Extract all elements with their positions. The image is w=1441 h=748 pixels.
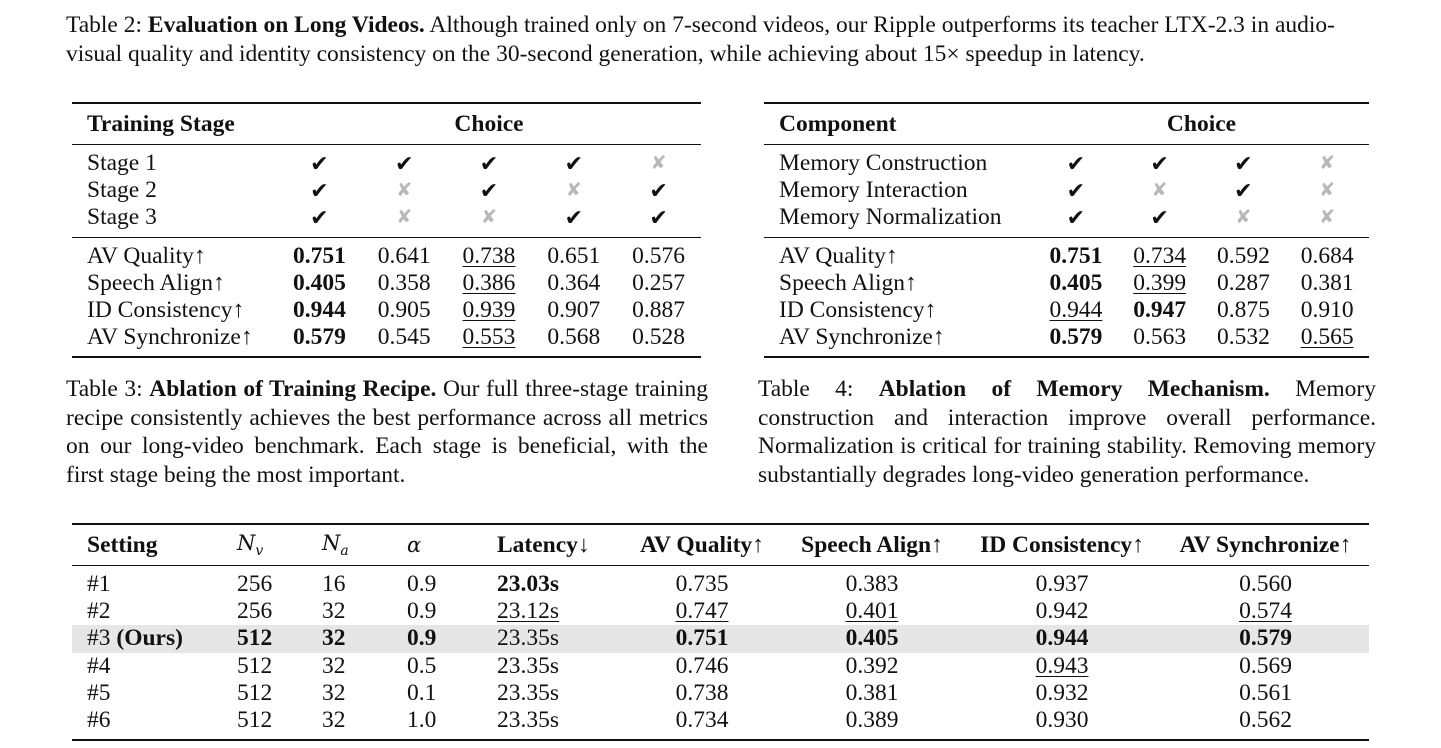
cell-latency <box>497 707 622 740</box>
metric-value-text: 0.875 <box>1216 297 1270 324</box>
setting-row <box>72 566 1369 599</box>
metric-value <box>447 237 532 270</box>
header-component: Component <box>764 103 1034 145</box>
header-av-synchronize: AV Synchronize↑ <box>1162 524 1369 566</box>
metric-value-text: 0.381 <box>1300 269 1354 296</box>
cell-latency <box>497 680 622 707</box>
metric-value-text: 0.905 <box>377 297 431 324</box>
cell-latency <box>497 566 622 599</box>
cell-na <box>322 653 407 680</box>
metric-value-text: 0.651 <box>547 242 601 269</box>
metric-label: AV Synchronize↑ <box>764 324 1034 357</box>
setting-id: #4 <box>87 652 111 679</box>
metric-value <box>1118 270 1202 297</box>
metric-value <box>1202 270 1286 297</box>
metric-value-text: 0.576 <box>632 242 686 269</box>
check-icon: ✔ <box>1202 145 1286 178</box>
header-training-stage: Training Stage <box>72 103 277 145</box>
check-icon: ✔ <box>531 145 616 178</box>
memory-component-choices <box>764 145 1369 238</box>
cell-text: 23.03s <box>497 571 560 598</box>
cell-av-quality <box>622 653 782 680</box>
metric-value <box>616 270 701 297</box>
metric-value-text: 0.947 <box>1133 297 1187 324</box>
metric-label: AV Quality↑ <box>72 237 277 270</box>
metric-value-text: 0.386 <box>462 269 516 296</box>
cell-av-quality <box>622 566 782 599</box>
cell-text: 0.574 <box>1239 598 1292 625</box>
check-icon: ✔ <box>1118 145 1202 178</box>
check-icon: ✔ <box>1234 178 1253 204</box>
cell-text: 0.738 <box>675 679 729 706</box>
cell-id-consistency <box>962 625 1162 652</box>
metric-value-text: 0.399 <box>1133 269 1187 296</box>
cell-text: 256 <box>237 598 273 625</box>
cell-text: 23.35s <box>497 679 560 706</box>
setting-label <box>72 653 237 680</box>
metric-value-text: 0.287 <box>1216 269 1270 296</box>
cell-text: 0.746 <box>675 652 729 679</box>
metric-value <box>362 297 447 324</box>
cell-text: 23.35s <box>497 707 560 734</box>
cross-icon: ✘ <box>481 207 497 229</box>
metric-value-text: 0.939 <box>462 297 516 324</box>
setting-id: #1 <box>87 571 111 598</box>
table2-caption-text: Although trained only on 7-second videos, our Ripple outperforms its teacher LTX-2.3 in audio-visual quality and identity consistency on the 30-second generation, while achieving about 15× speedup in latency. <box>66 12 1336 67</box>
metric-value-text: 0.684 <box>1300 242 1354 269</box>
cell-nv <box>237 680 322 707</box>
cell-id-consistency <box>962 653 1162 680</box>
table4-caption-label: Table 4: <box>758 376 854 402</box>
metric-value <box>1202 324 1286 357</box>
metric-label: AV Synchronize↑ <box>72 324 277 357</box>
cell-id-consistency <box>962 566 1162 599</box>
setting-rows <box>72 566 1369 741</box>
cell-text: 32 <box>322 679 346 706</box>
header-choice: Choice <box>1034 103 1369 145</box>
check-icon: ✔ <box>362 145 447 178</box>
cell-text: 512 <box>237 652 273 679</box>
metric-value <box>447 270 532 297</box>
choice-row <box>72 145 701 178</box>
row-label: Stage 2 <box>87 177 157 204</box>
choice-row <box>764 145 1369 178</box>
header-nv-sub: v <box>255 543 264 560</box>
cell-av-synchronize <box>1162 680 1369 707</box>
cell-text: 256 <box>237 571 273 598</box>
metric-value-text: 0.528 <box>632 324 686 351</box>
cell-id-consistency <box>962 707 1162 740</box>
cell-text: 0.747 <box>675 598 729 625</box>
cell-na <box>322 707 407 740</box>
cell-av-synchronize <box>1162 598 1369 625</box>
cell-speech-align <box>782 598 962 625</box>
cell-na <box>322 680 407 707</box>
metric-value-text: 0.579 <box>1049 324 1103 351</box>
cell-text: 23.35s <box>497 652 560 679</box>
check-icon: ✔ <box>1066 178 1086 204</box>
metric-value-text: 0.641 <box>377 242 431 269</box>
cell-text: 0.937 <box>1035 571 1089 598</box>
setting-label <box>72 707 237 740</box>
cell-speech-align <box>782 566 962 599</box>
metric-value-text: 0.944 <box>1049 297 1103 324</box>
header-nv-base: N <box>237 530 256 555</box>
metric-value-text: 0.545 <box>377 324 431 351</box>
metric-value <box>1118 237 1202 270</box>
cell-text: 32 <box>322 598 346 625</box>
setting-row <box>72 598 1369 625</box>
header-alpha-symbol: α <box>407 532 422 557</box>
metric-value-text: 0.910 <box>1300 297 1354 324</box>
setting-id: #3 <box>87 625 111 652</box>
cross-icon: ✘ <box>1151 180 1168 202</box>
table3-caption-title: Ablation of Training Recipe. <box>149 376 437 402</box>
metric-label: Speech Align↑ <box>779 269 917 296</box>
metric-value <box>277 270 362 297</box>
metric-value <box>1285 237 1369 270</box>
cross-icon: ✘ <box>1319 207 1336 229</box>
metric-row <box>764 270 1369 297</box>
setting-label <box>72 566 237 599</box>
metric-value <box>1285 270 1369 297</box>
header-latency: Latency↓ <box>497 524 622 566</box>
metric-value <box>447 324 532 357</box>
metric-value-text: 0.553 <box>462 324 516 351</box>
cross-icon: ✘ <box>396 207 413 229</box>
cell-na <box>322 625 407 652</box>
cell-speech-align <box>782 653 962 680</box>
row-label: Memory Normalization <box>779 204 1002 231</box>
cell-text: 0.9 <box>407 625 437 652</box>
metric-value-text: 0.751 <box>292 242 346 269</box>
row-label: Stage 3 <box>87 204 157 231</box>
cell-text: 0.734 <box>675 707 729 734</box>
cell-na <box>322 566 407 599</box>
header-na-base: N <box>322 530 341 555</box>
cell-latency <box>497 598 622 625</box>
cross-icon: ✘ <box>396 180 413 202</box>
check-icon: ✔ <box>447 145 532 178</box>
metric-row <box>72 297 701 324</box>
ours-tag: (Ours) <box>116 625 183 652</box>
table4-caption-title: Ablation of Memory Mechanism. <box>878 376 1270 402</box>
cell-text: 0.405 <box>845 625 899 652</box>
cell-text: 0.1 <box>407 679 437 706</box>
metric-value-text: 0.944 <box>292 297 346 324</box>
metric-value <box>616 297 701 324</box>
metric-value-text: 0.579 <box>292 324 346 351</box>
check-icon: ✔ <box>277 145 362 178</box>
header-na-sub: a <box>340 543 349 560</box>
metric-row <box>764 297 1369 324</box>
check-icon: ✔ <box>649 205 668 231</box>
metric-row <box>72 324 701 357</box>
metric-value <box>531 324 616 357</box>
metric-value <box>1118 324 1202 357</box>
table2-caption-title: Evaluation on Long Videos. <box>147 12 425 38</box>
table3-caption-label: Table 3: <box>66 376 143 402</box>
setting-row <box>72 707 1369 740</box>
memory-mechanism-metrics <box>764 237 1369 357</box>
setting-label <box>72 680 237 707</box>
metric-value <box>277 237 362 270</box>
check-icon: ✔ <box>1066 205 1086 231</box>
cell-av-quality <box>622 707 782 740</box>
table4-caption-text: Memory construction and interaction improve overall performance. Normalization is critical for training stability. Removing memory substantially degrades long-video generation performance. <box>758 376 1376 488</box>
setting-row <box>72 680 1369 707</box>
metric-value <box>1118 297 1202 324</box>
cell-id-consistency <box>962 598 1162 625</box>
cell-text: 0.9 <box>407 571 437 598</box>
header-alpha <box>407 524 497 566</box>
row-label: Memory Interaction <box>779 177 968 204</box>
table3-caption <box>66 375 708 489</box>
metric-value-text: 0.358 <box>377 269 431 296</box>
cell-text: 0.5 <box>407 652 437 679</box>
cell-na <box>322 598 407 625</box>
metric-value <box>531 237 616 270</box>
metric-value <box>616 324 701 357</box>
setting-label <box>72 598 237 625</box>
table2-caption-label: Table 2: <box>66 12 143 38</box>
metric-value-text: 0.738 <box>462 242 516 269</box>
cell-alpha <box>407 707 497 740</box>
metric-value <box>1034 270 1118 297</box>
check-icon: ✔ <box>649 178 668 204</box>
cell-speech-align <box>782 680 962 707</box>
setting-row <box>72 625 1369 652</box>
cell-nv <box>237 566 322 599</box>
metric-value-text: 0.405 <box>1049 269 1103 296</box>
metric-value <box>1202 237 1286 270</box>
cell-av-quality <box>622 598 782 625</box>
metric-value <box>531 270 616 297</box>
cell-text: 23.35s <box>497 625 560 652</box>
cell-alpha <box>407 566 497 599</box>
check-icon: ✔ <box>479 178 499 204</box>
table4-caption <box>758 375 1376 489</box>
metric-row <box>72 237 701 270</box>
setting-row <box>72 653 1369 680</box>
cross-icon: ✘ <box>1319 180 1336 202</box>
training-recipe-metrics <box>72 237 701 357</box>
check-icon: ✔ <box>1034 145 1118 178</box>
cell-alpha <box>407 625 497 652</box>
metric-value-text: 0.592 <box>1216 242 1270 269</box>
choice-row <box>72 177 701 204</box>
choice-row <box>72 204 701 237</box>
metric-value <box>1034 297 1118 324</box>
cell-text: 0.9 <box>407 598 437 625</box>
metric-value-text: 0.257 <box>632 269 686 296</box>
training-stage-choices <box>72 145 701 238</box>
memory-mechanism-table <box>764 102 1369 358</box>
cell-text: 0.381 <box>845 679 899 706</box>
metric-value-text: 0.364 <box>547 269 601 296</box>
metric-value <box>1034 324 1118 357</box>
metric-value <box>277 297 362 324</box>
cell-text: 512 <box>237 707 273 734</box>
hyperparameter-setting-table <box>72 523 1369 741</box>
metric-value-text: 0.907 <box>547 297 601 324</box>
metric-value <box>531 297 616 324</box>
choice-row <box>764 177 1369 204</box>
cell-av-quality <box>622 680 782 707</box>
cross-icon: ✘ <box>616 145 701 178</box>
header-av-quality: AV Quality↑ <box>622 524 782 566</box>
metric-value <box>362 237 447 270</box>
metric-value <box>277 324 362 357</box>
metric-value-text: 0.565 <box>1300 324 1354 351</box>
metric-value-text: 0.751 <box>1049 242 1103 269</box>
cell-av-quality <box>622 625 782 652</box>
check-icon: ✔ <box>564 205 583 231</box>
metric-row <box>764 237 1369 270</box>
cell-alpha <box>407 680 497 707</box>
cell-text: 32 <box>322 652 346 679</box>
metric-value-text: 0.887 <box>632 297 686 324</box>
metric-value <box>362 324 447 357</box>
cell-text: 0.735 <box>675 571 729 598</box>
row-label: Memory Construction <box>764 145 1034 178</box>
metric-value-text: 0.563 <box>1133 324 1187 351</box>
cell-alpha <box>407 653 497 680</box>
header-id-consistency: ID Consistency↑ <box>962 524 1162 566</box>
cell-latency <box>497 653 622 680</box>
cell-text: 0.561 <box>1239 679 1292 706</box>
cell-nv <box>237 625 322 652</box>
metric-value <box>1202 297 1286 324</box>
metric-label: Speech Align↑ <box>87 269 225 296</box>
table3-caption-text: Our full three-stage training recipe consistently achieves the best performance across all metrics on our long-video benchmark. Each stage is beneficial, with the first stage being the most important. <box>66 376 708 488</box>
cell-av-synchronize <box>1162 566 1369 599</box>
cell-speech-align <box>782 625 962 652</box>
metric-value-text: 0.532 <box>1216 324 1270 351</box>
cell-text: 16 <box>322 571 346 598</box>
cell-nv <box>237 653 322 680</box>
cell-av-synchronize <box>1162 707 1369 740</box>
check-icon: ✔ <box>310 205 329 231</box>
table2-caption <box>66 11 1386 68</box>
choice-row <box>764 204 1369 237</box>
cell-text: 23.12s <box>497 598 560 625</box>
header-na <box>322 524 407 566</box>
cell-nv <box>237 707 322 740</box>
cell-text: 512 <box>237 679 273 706</box>
setting-id: #6 <box>87 707 111 734</box>
cell-latency <box>497 625 622 652</box>
metric-value-text: 0.734 <box>1133 242 1187 269</box>
metric-row <box>72 270 701 297</box>
metric-label: ID Consistency↑ <box>779 297 937 324</box>
cell-av-synchronize <box>1162 625 1369 652</box>
metric-value <box>616 237 701 270</box>
setting-id: #5 <box>87 679 111 706</box>
training-recipe-table <box>72 102 701 358</box>
row-label: Stage 1 <box>72 145 277 178</box>
cell-text: 32 <box>322 625 346 652</box>
header-choice: Choice <box>277 103 701 145</box>
cell-text: 0.943 <box>1035 652 1089 679</box>
check-icon: ✔ <box>310 178 329 204</box>
cross-icon: ✘ <box>565 180 582 202</box>
metric-value <box>1034 237 1118 270</box>
check-icon: ✔ <box>1150 205 1169 231</box>
cell-id-consistency <box>962 680 1162 707</box>
cell-text: 0.751 <box>675 625 729 652</box>
cell-speech-align <box>782 707 962 740</box>
metric-value-text: 0.405 <box>292 269 346 296</box>
cross-icon: ✘ <box>1285 145 1369 178</box>
cell-text: 0.401 <box>845 598 899 625</box>
cell-text: 0.930 <box>1035 707 1089 734</box>
metric-value <box>362 270 447 297</box>
setting-label <box>72 625 237 652</box>
cell-av-synchronize <box>1162 653 1369 680</box>
cell-text: 0.560 <box>1239 571 1292 598</box>
cell-text: 0.944 <box>1035 625 1089 652</box>
cell-text: 0.579 <box>1239 625 1292 652</box>
cell-text: 0.562 <box>1239 707 1292 734</box>
cell-text: 512 <box>237 625 273 652</box>
metric-value-text: 0.568 <box>547 324 601 351</box>
cell-text: 0.383 <box>845 571 899 598</box>
cell-text: 0.389 <box>845 707 899 734</box>
metric-row <box>764 324 1369 357</box>
metric-value <box>447 297 532 324</box>
header-setting: Setting <box>72 524 237 566</box>
cell-text: 0.942 <box>1035 598 1089 625</box>
setting-id: #2 <box>87 598 111 625</box>
cross-icon: ✘ <box>1235 207 1252 229</box>
cell-text: 1.0 <box>407 707 437 734</box>
cell-alpha <box>407 598 497 625</box>
metric-value <box>1285 324 1369 357</box>
metric-label: AV Quality↑ <box>764 237 1034 270</box>
header-speech-align: Speech Align↑ <box>782 524 962 566</box>
cell-text: 0.569 <box>1239 652 1292 679</box>
cell-nv <box>237 598 322 625</box>
cell-text: 32 <box>322 707 346 734</box>
metric-value <box>1285 297 1369 324</box>
metric-label: ID Consistency↑ <box>87 297 245 324</box>
header-nv <box>237 524 322 566</box>
cell-text: 0.392 <box>845 652 899 679</box>
cell-text: 0.932 <box>1035 679 1089 706</box>
